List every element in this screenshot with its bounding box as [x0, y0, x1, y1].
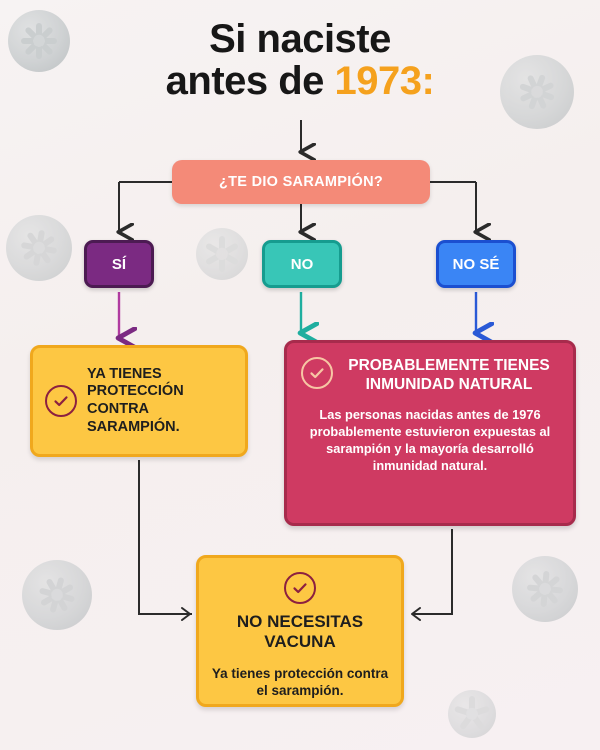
option-no-se[interactable]: [436, 240, 516, 288]
option-no[interactable]: [262, 240, 342, 288]
check-circle-icon: [284, 572, 316, 604]
outcome-card-no: [284, 340, 576, 526]
question-label: ¿TE DIO SARAMPIÓN?: [218, 174, 384, 190]
option-no-se-label: NO SÉ: [452, 255, 500, 273]
outcome-card-si-heading: YA TIENES PROTECCIÓN CONTRA SARAMPIÓN.: [87, 365, 184, 435]
outcome-card-no-body: Las personas nacidas antes de 1976 probablemente estuvieron expuestas al sarampión y la mayoría desarrolló inmunidad natural.: [309, 407, 551, 474]
question-node[interactable]: [172, 160, 430, 204]
outcome-card-final: [196, 555, 404, 707]
title-line-2: [0, 60, 600, 102]
check-circle-icon: [45, 385, 77, 417]
check-circle-icon: [301, 357, 333, 389]
page-title: [0, 18, 600, 103]
outcome-card-final-heading: NO NECESITAS VACUNA: [236, 612, 364, 652]
outcome-card-no-heading: PROBABLEMENTE TIENES INMUNIDAD NATURAL: [348, 357, 550, 393]
outcome-card-si: [30, 345, 248, 457]
title-year: 1973:: [334, 59, 435, 104]
title-prefix: antes de: [165, 59, 335, 104]
outcome-card-final-body: Ya tienes protección contra el sarampión.: [211, 665, 389, 699]
option-no-label: NO: [290, 255, 314, 273]
option-si-label: SÍ: [111, 255, 127, 273]
title-line-1: Si naciste: [209, 17, 391, 61]
option-si[interactable]: [84, 240, 154, 288]
